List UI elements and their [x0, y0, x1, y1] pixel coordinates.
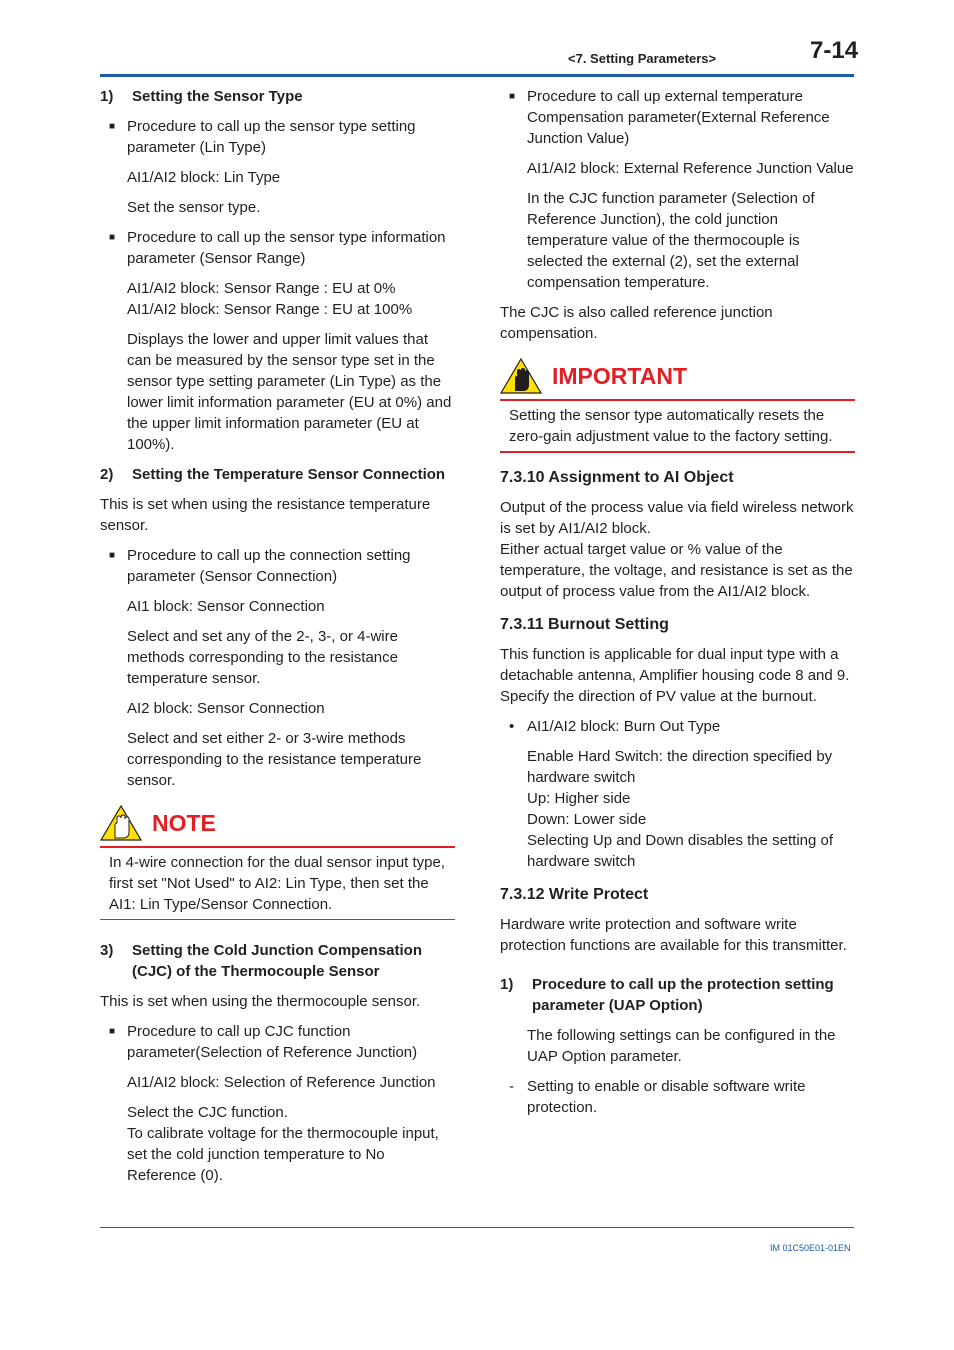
paragraph: Output of the process value via field wireless network is set by AI1/AI2 block. Either actual target value or % value of the temperature, the voltage, and resistance is set as the output of process value from the AI1/AI2 block.	[500, 499, 854, 600]
footer-rule	[100, 1227, 854, 1228]
paragraph: In the CJC function parameter (Selection of Reference Junction), the cold junction temperature value of the thermocouple is selected the external (2), set the external compensation temperature.	[527, 190, 815, 291]
left-column	[100, 86, 455, 1195]
square-bullet-icon: ■	[109, 232, 116, 243]
paragraph: AI1/AI2 block: Selection of Reference Junction	[127, 1074, 436, 1091]
square-bullet-icon: ■	[509, 91, 516, 102]
important-text: Setting the sensor type automatically resets the zero-gain adjustment value to the factory setting.	[500, 401, 855, 453]
bullet-item: ■ Procedure to call up external temperature Compensation parameter(External Reference Junction Value)	[500, 86, 855, 149]
paragraph: AI1/AI2 block: External Reference Junction Value	[527, 160, 854, 177]
warning-hand-icon	[100, 805, 142, 841]
note-title: NOTE	[152, 809, 216, 836]
bullet-item: ■ Procedure to call up CJC function parameter(Selection of Reference Junction)	[100, 1021, 455, 1063]
paragraph: The CJC is also called reference junction compensation.	[500, 304, 773, 342]
square-bullet-icon: ■	[109, 1026, 116, 1037]
bullet-item: ■ Procedure to call up the connection setting parameter (Sensor Connection)	[100, 545, 455, 587]
paragraph: The following settings can be configured in the UAP Option parameter.	[527, 1027, 836, 1065]
bullet-item: ■ Procedure to call up the sensor type information parameter (Sensor Range)	[100, 227, 455, 269]
dash-bullet-icon: -	[509, 1078, 514, 1095]
paragraph: Select and set either 2- or 3-wire methods corresponding to the resistance temperature sensor.	[127, 730, 422, 789]
paragraph: AI1/AI2 block: Sensor Range : EU at 0% AI1/AI2 block: Sensor Range : EU at 100%	[127, 280, 413, 318]
note-text: In 4-wire connection for the dual sensor input type, first set "Not Used" to AI2: Lin Type, then set the AI1: Lin Type/Sensor Connection.	[100, 848, 455, 920]
bullet-item: ■ Procedure to call up the sensor type setting parameter (Lin Type)	[100, 116, 455, 158]
square-bullet-icon: ■	[109, 550, 116, 561]
header-rule	[100, 74, 854, 77]
paragraph: Displays the lower and upper limit values that can be measured by the sensor type set in the sensor type setting parameter (Lin Type) as the lower limit information parameter (EU at 0%) and the upper limit information parameter (EU at 100%).	[127, 331, 452, 453]
paragraph: AI1 block: Sensor Connection	[127, 598, 325, 615]
paragraph: This is set when using the thermocouple sensor.	[100, 993, 421, 1010]
paragraph: Select the CJC function. To calibrate voltage for the thermocouple input, set the cold junction temperature to No Reference (0).	[127, 1104, 439, 1184]
paragraph: Hardware write protection and software write protection functions are available for this transmitter.	[500, 916, 847, 954]
bullet-item: • AI1/AI2 block: Burn Out Type	[500, 716, 855, 737]
paragraph: This is set when using the resistance temperature sensor.	[100, 496, 431, 534]
dot-bullet-icon: •	[509, 718, 515, 735]
page-number: 7-14	[810, 37, 859, 64]
document-id: IM 01C50E01-01EN	[770, 1243, 851, 1253]
section-heading: 3) Setting the Cold Junction Compensation (CJC) of the Thermocouple Sensor	[100, 942, 422, 980]
right-column	[500, 86, 855, 1127]
section-heading: 2) Setting the Temperature Sensor Connection	[100, 466, 446, 483]
note-callout	[100, 800, 455, 920]
section-heading: 1) Procedure to call up the protection setting parameter (UAP Option)	[500, 976, 834, 1014]
subsection-heading: 7.3.10 Assignment to AI Object	[500, 469, 734, 486]
paragraph: Set the sensor type.	[127, 199, 261, 216]
paragraph: AI2 block: Sensor Connection	[127, 700, 325, 717]
important-callout	[500, 353, 855, 453]
bullet-item: - Setting to enable or disable software write protection.	[500, 1076, 855, 1118]
subsection-heading: 7.3.12 Write Protect	[500, 886, 649, 903]
paragraph: AI1/AI2 block: Lin Type	[127, 169, 281, 186]
subsection-heading: 7.3.11 Burnout Setting	[500, 616, 669, 633]
square-bullet-icon: ■	[109, 121, 116, 132]
paragraph: This function is applicable for dual input type with a detachable antenna, Amplifier housing code 8 and 9. Specify the direction of PV value at the burnout.	[500, 646, 850, 705]
running-header-section: <7. Setting Parameters>	[568, 51, 717, 66]
paragraph: Enable Hard Switch: the direction specified by hardware switch Up: Higher side Down: Lower side Selecting Up and Down disables the setting of hardware switch	[527, 748, 834, 870]
important-title: IMPORTANT	[552, 362, 688, 389]
warning-hand-icon	[500, 358, 542, 394]
paragraph: Select and set any of the 2-, 3-, or 4-wire methods corresponding to the resistance temperature sensor.	[127, 628, 398, 687]
section-heading: 1) Setting the Sensor Type	[100, 88, 303, 105]
